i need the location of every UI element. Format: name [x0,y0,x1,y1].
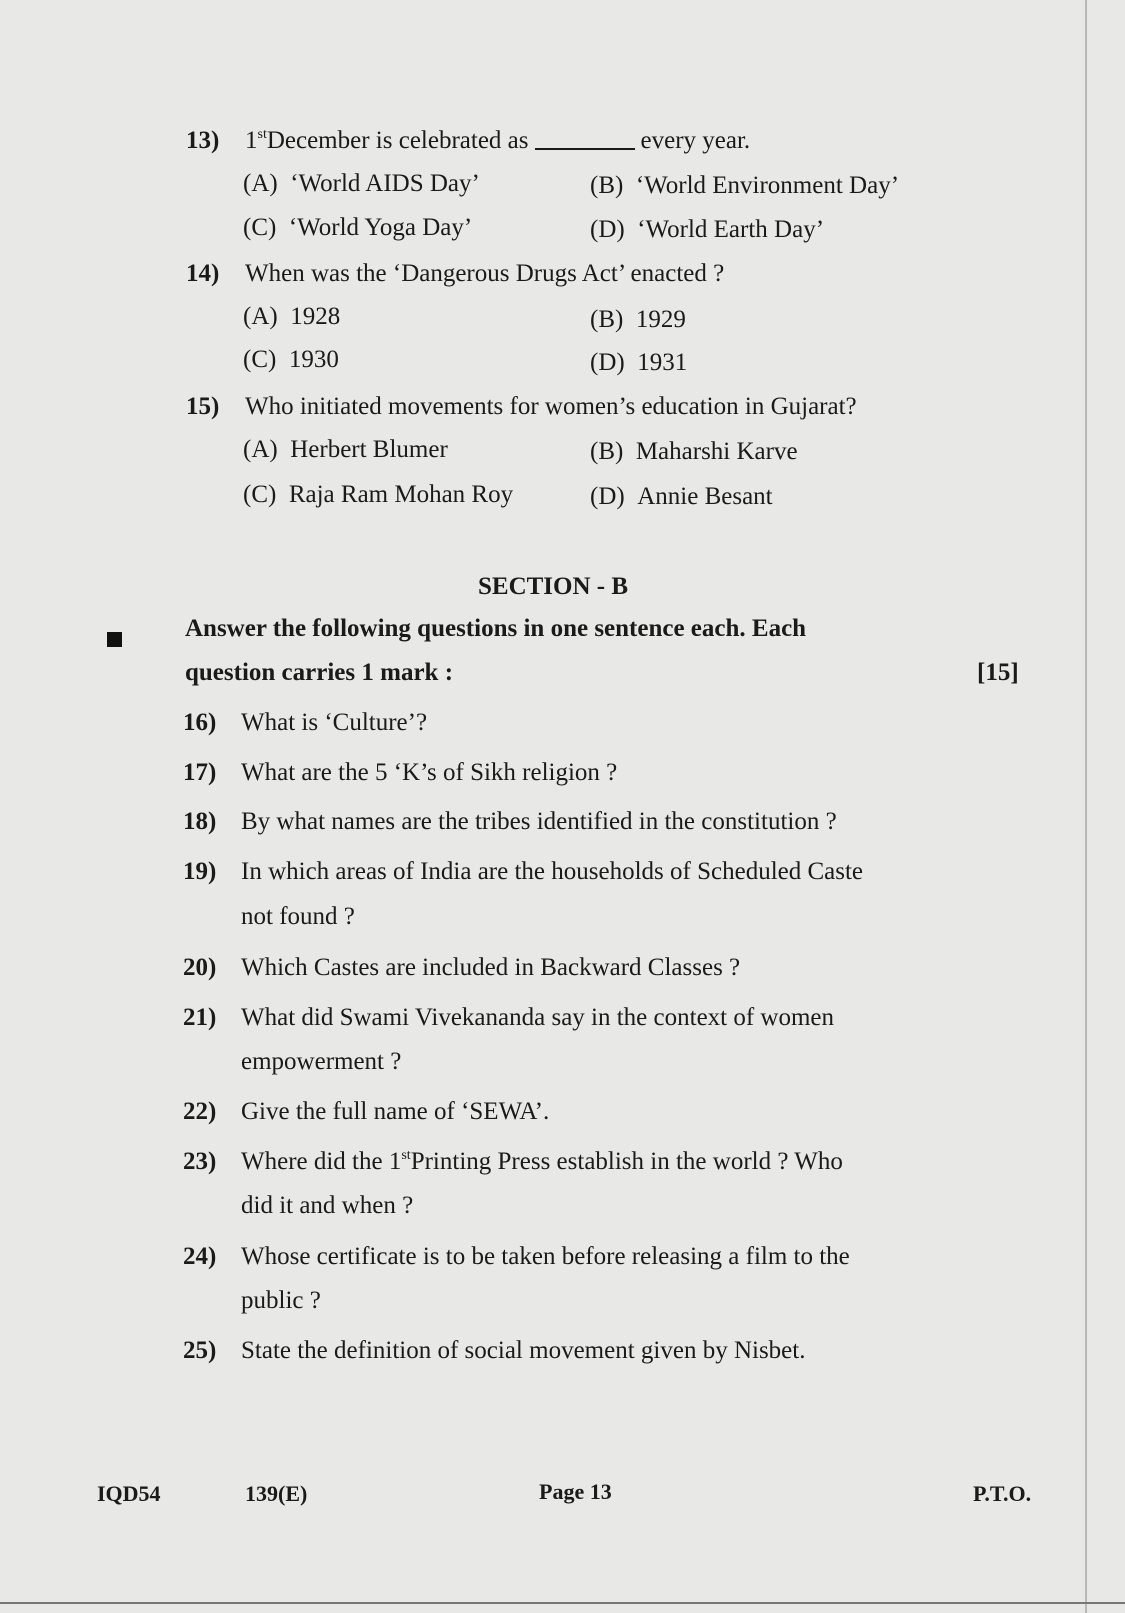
section-title: SECTION - B [478,573,629,600]
footer-code: IQD54 [97,1481,161,1506]
q17-text: What are the 5 ‘K’s of Sikh religion ? [241,759,618,786]
q20-number: 20) [183,954,217,981]
q21-text-line1: What did Swami Vivekananda say in the context of women [241,1004,835,1031]
q24-text-line1: Whose certificate is to be taken before releasing a film to the [241,1243,850,1270]
q16-text: What is ‘Culture’? [241,709,428,736]
q19-text-line1: In which areas of India are the households of Scheduled Caste [241,858,864,885]
q25-number: 25) [183,1337,217,1364]
q14-number: 14) [186,260,220,287]
q21-text-line2: empowerment ? [241,1048,402,1075]
section-instruction-line2: question carries 1 mark : [185,659,454,686]
q17-number: 17) [183,759,217,786]
q14-text: When was the ‘Dangerous Drugs Act’ enacted ? [245,260,725,287]
q13-option-c: (C) ‘World Yoga Day’ [243,214,473,241]
q21-number: 21) [183,1004,217,1031]
section-marks: [15] [977,659,1019,686]
footer-paper-number: 139(E) [245,1481,308,1506]
q25-text: State the definition of social movement given by Nisbet. [241,1337,806,1364]
q15-option-d: (D) Annie Besant [590,483,773,510]
q23-text-line2: did it and when ? [241,1192,414,1219]
q14-option-c: (C) 1930 [243,346,339,373]
q15-option-b: (B) Maharshi Karve [590,438,798,465]
page-edge [1085,0,1087,1613]
q23-text-line1: Where did the 1stPrinting Press establish in the world ? Who [241,1148,843,1175]
q13-text: 1stDecember is celebrated as every year. [245,127,751,154]
q24-number: 24) [183,1243,217,1270]
q16-number: 16) [183,709,217,736]
q13-option-a: (A) ‘World AIDS Day’ [243,170,480,197]
section-instruction-line1: Answer the following questions in one sentence each. Each [185,615,807,642]
q15-option-c: (C) Raja Ram Mohan Roy [243,481,514,508]
bullet-square-icon [107,632,122,647]
footer-pto: P.T.O. [973,1481,1032,1506]
q18-number: 18) [183,808,217,835]
page-bottom-edge [0,1602,1125,1604]
footer-page-number: Page 13 [539,1479,612,1504]
q13-number: 13) [186,127,220,154]
q13-option-b: (B) ‘World Environment Day’ [590,172,900,199]
q19-number: 19) [183,858,217,885]
q19-text-line2: not found ? [241,903,355,930]
q15-text: Who initiated movements for women’s education in Gujarat? [245,393,857,420]
q24-text-line2: public ? [241,1287,321,1314]
q15-option-a: (A) Herbert Blumer [243,436,448,463]
q13-option-d: (D) ‘World Earth Day’ [590,216,825,243]
q22-text: Give the full name of ‘SEWA’. [241,1098,550,1125]
q18-text: By what names are the tribes identified in the constitution ? [241,808,837,835]
q22-number: 22) [183,1098,217,1125]
q23-number: 23) [183,1148,217,1175]
q14-option-d: (D) 1931 [590,349,688,376]
q14-option-b: (B) 1929 [590,306,686,333]
q20-text: Which Castes are included in Backward Classes ? [241,954,741,981]
q14-option-a: (A) 1928 [243,303,341,330]
q15-number: 15) [186,393,220,420]
